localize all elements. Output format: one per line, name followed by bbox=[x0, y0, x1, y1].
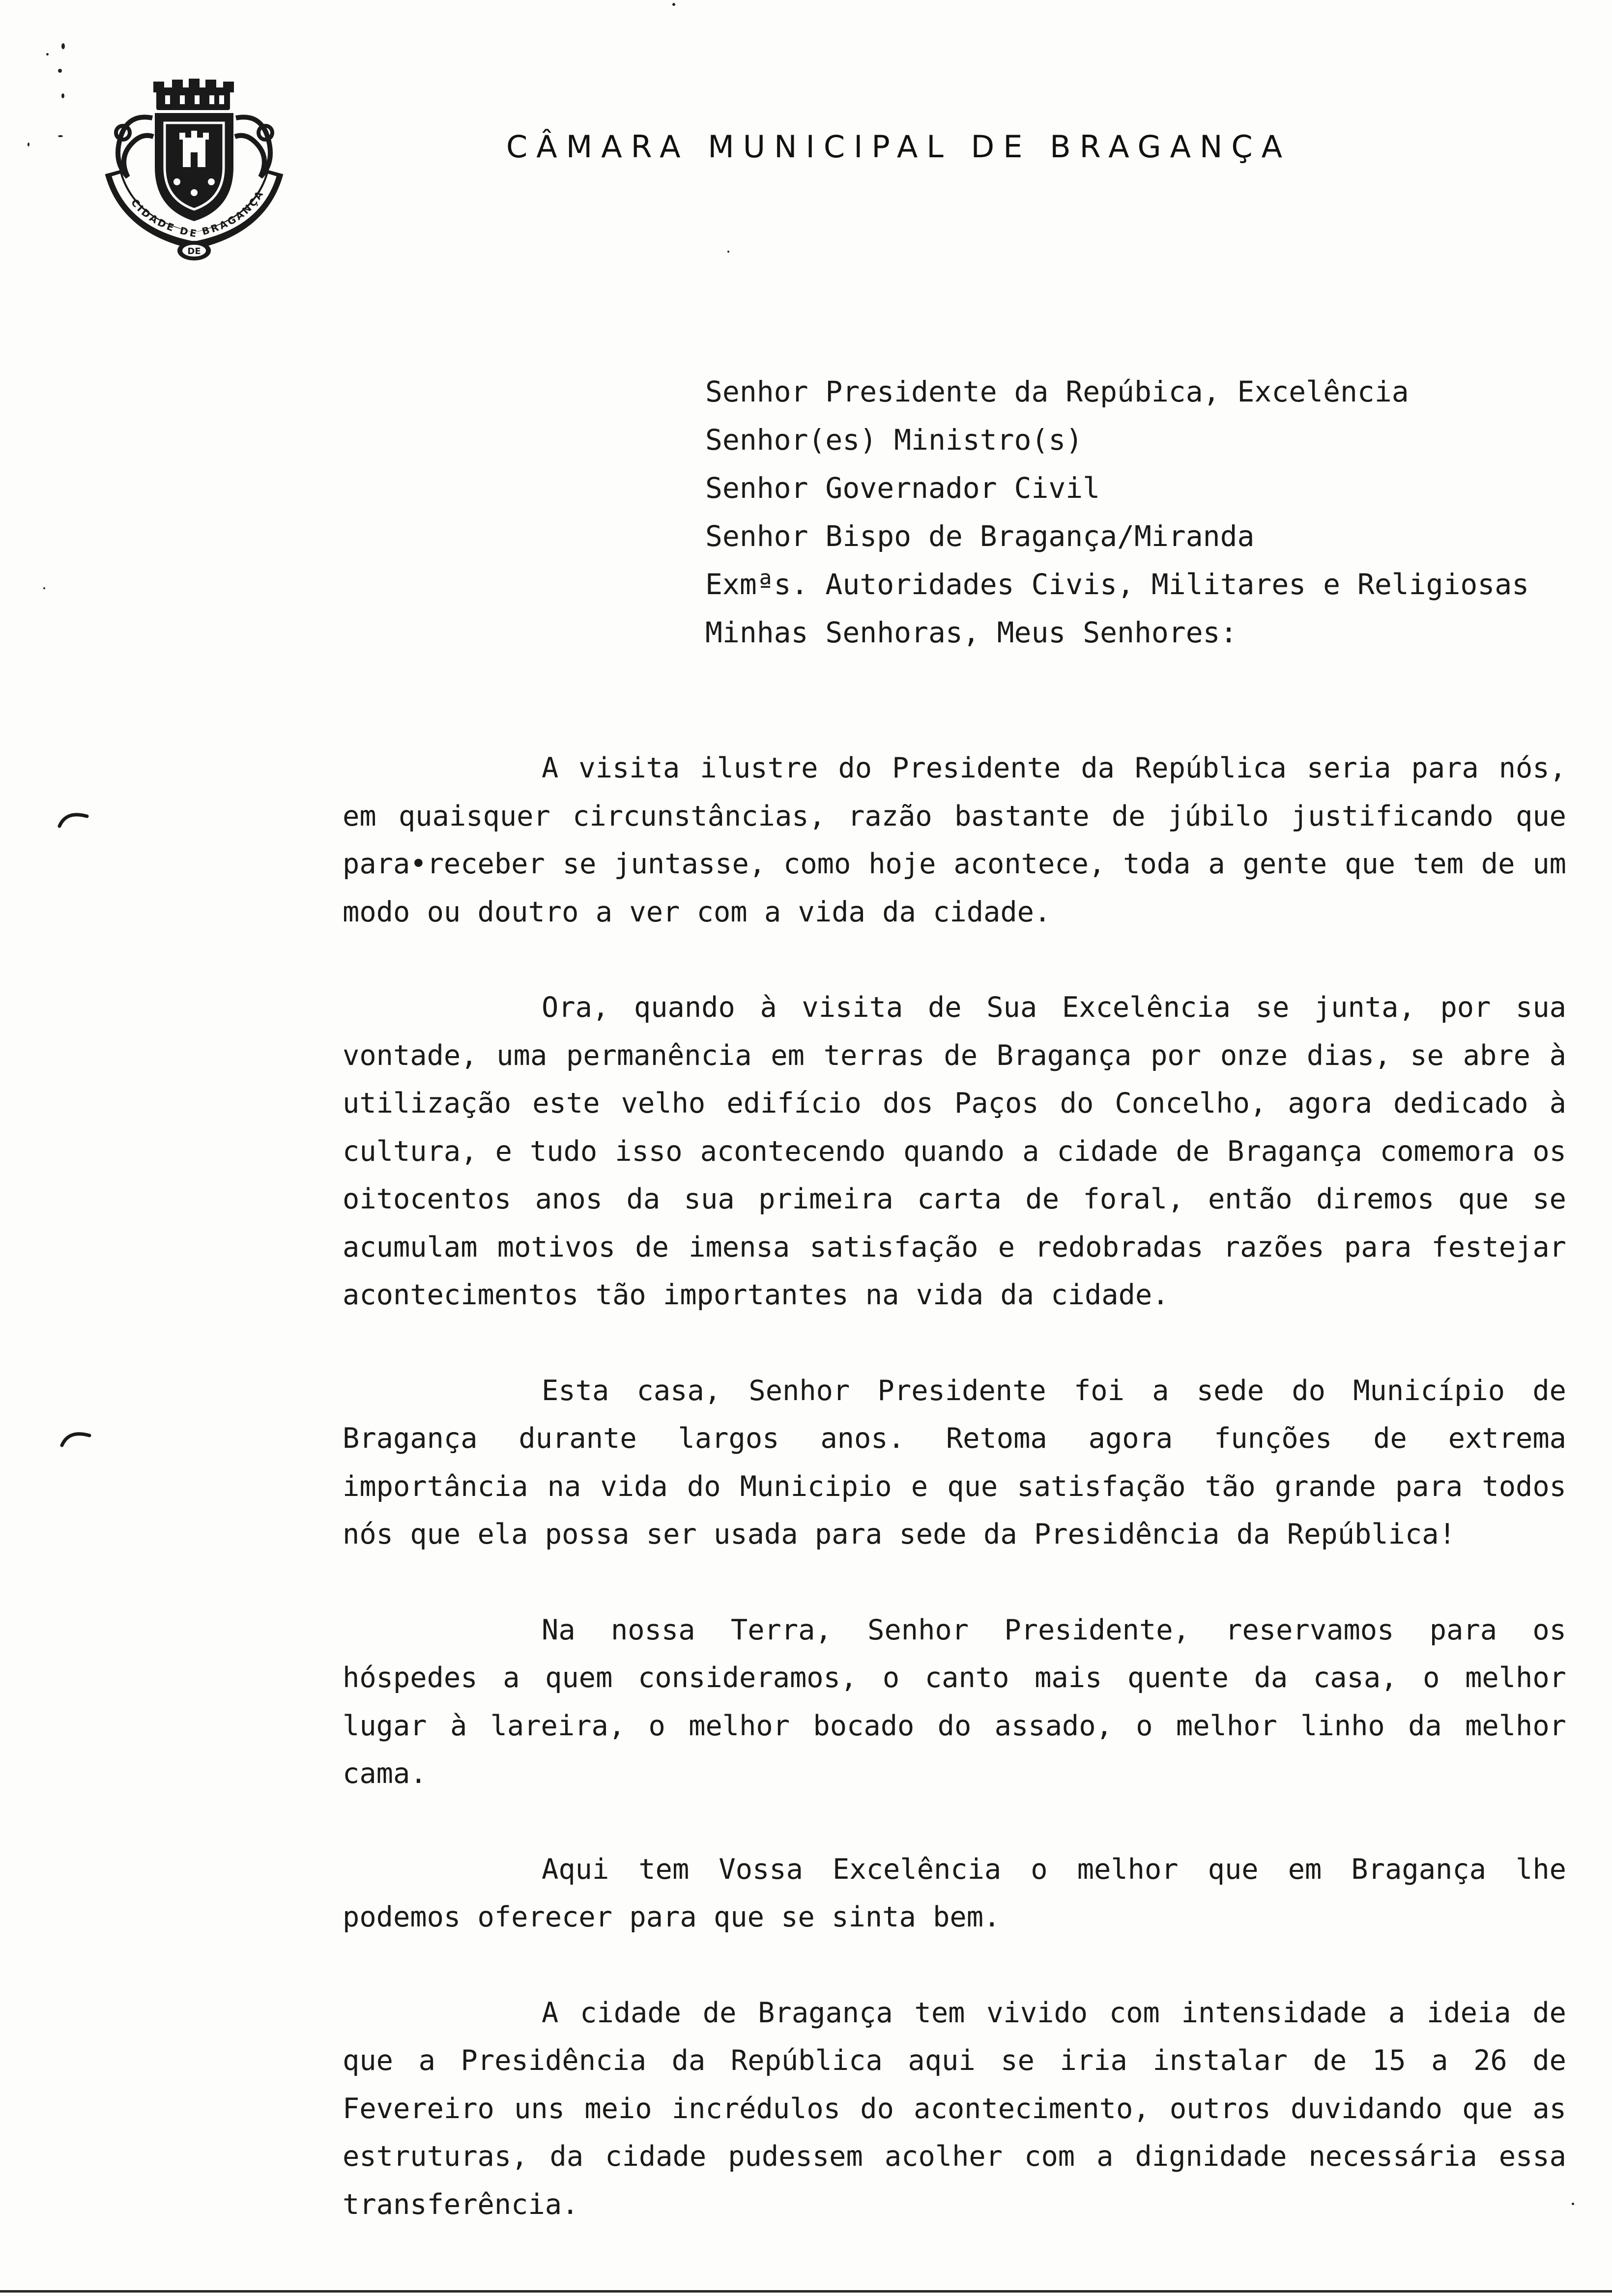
municipality-title: CÂMARA MUNICIPAL DE BRAGANÇA bbox=[506, 129, 1292, 165]
scan-speck bbox=[58, 69, 62, 73]
body-paragraph: A visita ilustre do Presidente da República seria para nós, em quaisquer circunstâncias, razão bastante de júbilo justificando que para•receber se juntasse, como hoje acontece, toda a gente que tem de um modo ou doutro a ver com a vida da cidade. bbox=[343, 752, 1566, 928]
body-paragraph: Na nossa Terra, Senhor Presidente, reservamos para os hóspedes a quem consideramos, o canto mais quente da casa, o melhor lugar à lareira, o melhor bocado do assado, o melhor linho da melhor cama. bbox=[343, 1613, 1566, 1790]
crest-scroll-text: CIDADE DE BRAGANÇA bbox=[128, 187, 267, 240]
scan-speck bbox=[28, 143, 29, 146]
salutation-block bbox=[705, 368, 1529, 657]
scan-speck bbox=[61, 43, 65, 49]
salutation-line: Senhor(es) Ministro(s) bbox=[705, 423, 1083, 457]
salutation-line: Senhor Governador Civil bbox=[705, 471, 1100, 505]
punch-hole-mark bbox=[59, 1428, 93, 1447]
salutation-line: Senhor Bispo de Bragança/Miranda bbox=[705, 519, 1255, 553]
salutation-line: Minhas Senhoras, Meus Senhores: bbox=[705, 616, 1238, 649]
crest-ribbon-text: DE bbox=[187, 246, 201, 257]
page-bottom-edge bbox=[0, 2290, 1612, 2293]
scan-speck bbox=[46, 53, 49, 56]
scan-speck bbox=[43, 587, 45, 589]
scan-speck bbox=[672, 3, 675, 6]
bragança-crest-emblem bbox=[98, 79, 290, 265]
punch-hole-mark bbox=[57, 808, 91, 828]
body-paragraph: Esta casa, Senhor Presidente foi a sede do Município de Bragança durante largos anos. Retoma agora funções de extrema importância na vida do Municipio e que satisfação tão grande para todos nós que ela possa ser usada para sede da Presidência da República! bbox=[343, 1374, 1566, 1550]
salutation-line: Exmªs. Autoridades Civis, Militares e Religiosas bbox=[705, 568, 1529, 601]
speech-body bbox=[343, 745, 1566, 2229]
body-paragraph: A cidade de Bragança tem vivido com intensidade a ideia de que a Presidência da República aqui se iria instalar de 15 a 26 de Fevereiro uns meio incrédulos do acontecimento, outros duvidando que as estruturas, da cidade pudessem acolher com a dignidade necessária essa transferência. bbox=[343, 1996, 1566, 2221]
scan-speck bbox=[727, 251, 729, 253]
scan-speck bbox=[61, 93, 64, 98]
salutation-line: Senhor Presidente da Repúbica, Excelência bbox=[705, 375, 1409, 408]
body-paragraph: Ora, quando à visita de Sua Excelência se junta, por sua vontade, uma permanência em terras de Bragança por onze dias, se abre à utilização este velho edifício dos Paços do Concelho, agora dedicado à cultura, e tudo isso acontecendo quando a cidade de Bragança comemora os oitocentos anos da sua primeira carta de foral, então diremos que se acumulam motivos de imensa satisfação e redobradas razões para festejar acontecimentos tão importantes na vida da cidade. bbox=[343, 991, 1566, 1311]
scan-speck bbox=[1572, 2203, 1574, 2205]
scan-speck bbox=[58, 135, 63, 137]
body-paragraph: Aqui tem Vossa Excelência o melhor que em Bragança lhe podemos oferecer para que se sinta bem. bbox=[343, 1853, 1566, 1933]
